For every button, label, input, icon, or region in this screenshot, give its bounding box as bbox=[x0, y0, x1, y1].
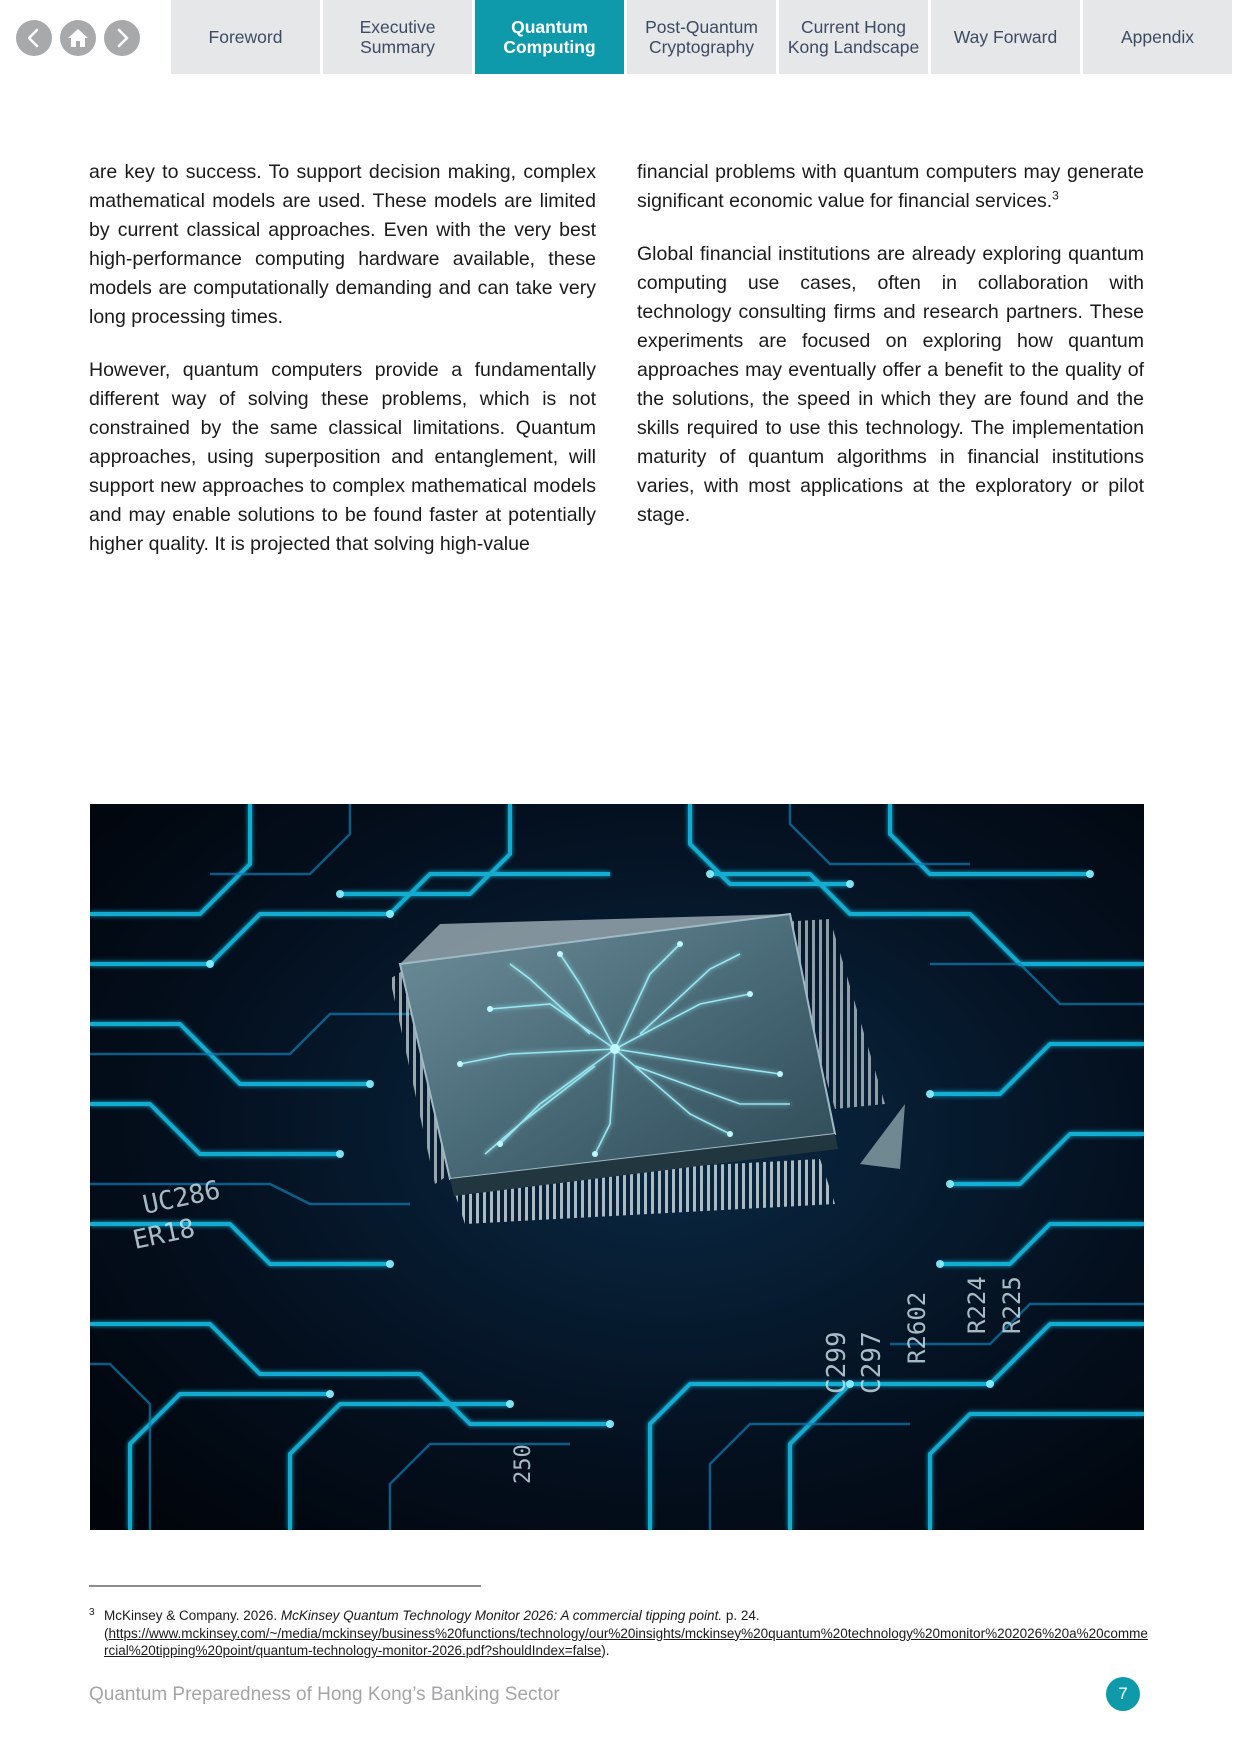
paragraph: Global financial institutions are already exploring quantum computing use cases, often in collaboration with technology consulting firms and research partners. These experiments are focused on exploring how quantum approaches may eventually offer a benefit to the quality of the solutions, the speed in which they are found and the skills required to use this technology. The implementation maturity of quantum algorithms in financial institutions varies, with most applications at the exploratory or pilot stage. bbox=[637, 243, 1144, 526]
tab-way-forward[interactable]: Way Forward bbox=[931, 0, 1080, 74]
chip-label: R2602 bbox=[903, 1291, 931, 1364]
paragraph: are key to success. To support decision making, complex mathematical models are used. These models are limited by current classical approaches. Even with the very best high-performance computing hardware available, these models are computationally demanding and can take very long processing times. bbox=[89, 161, 596, 328]
paragraph-text: financial problems with quantum computers may generate significant economic value for financial services. bbox=[637, 161, 1144, 212]
back-button[interactable] bbox=[16, 20, 52, 56]
home-icon bbox=[66, 26, 90, 50]
tab-appendix[interactable]: Appendix bbox=[1083, 0, 1232, 74]
chip-label: C297 bbox=[857, 1331, 887, 1394]
footnote-close-paren: ). bbox=[601, 1643, 610, 1658]
forward-button[interactable] bbox=[104, 20, 140, 56]
chip-label: C299 bbox=[822, 1331, 852, 1394]
footnote-title: McKinsey Quantum Technology Monitor 2026: A commercial tipping point. bbox=[280, 1608, 723, 1623]
footnote-source: McKinsey & Company. 2026. bbox=[104, 1608, 281, 1623]
home-button[interactable] bbox=[60, 20, 96, 56]
chip-label: R225 bbox=[998, 1276, 1026, 1334]
footer-document-title: Quantum Preparedness of Hong Kong’s Banking Sector bbox=[89, 1684, 560, 1705]
chevron-left-icon bbox=[23, 27, 45, 49]
tab-quantum-computing[interactable]: Quantum Computing bbox=[475, 0, 624, 74]
chip-label: R224 bbox=[963, 1276, 991, 1334]
footnote-link[interactable]: https://www.mckinsey.com/~/media/mckinsey/business%20functions/technology/our%20insights/mckinsey%20quantum%20technology%20monitor%202026%20a%20commercial%20tipping%20point/quantum-technology-monitor-2026.pdf?shouldIndex=false bbox=[104, 1625, 1148, 1658]
circuit-board-image bbox=[90, 804, 1144, 1530]
page-number-badge: 7 bbox=[1106, 1677, 1140, 1711]
footnote-text bbox=[104, 1607, 1149, 1660]
tab-current-hong-kong-landscape[interactable]: Current Hong Kong Landscape bbox=[779, 0, 928, 74]
footnote bbox=[89, 1607, 1149, 1660]
body-column-right bbox=[637, 158, 1144, 554]
nav-buttons bbox=[16, 20, 140, 56]
tab-foreword[interactable]: Foreword bbox=[171, 0, 320, 74]
footnote-open-paren: ( bbox=[104, 1625, 109, 1641]
footnote-divider bbox=[89, 1585, 481, 1587]
chevron-right-icon bbox=[111, 27, 133, 49]
tab-post-quantum-cryptography[interactable]: Post-Quantum Cryptography bbox=[627, 0, 776, 74]
paragraph: However, quantum computers provide a fundamentally different way of solving these problems, which is not constrained by the same classical limitations. Quantum approaches, using superposition and entanglement, will support new approaches to complex mathematical models and may enable solutions to be found faster at potentially higher quality. It is projected that solving high-value bbox=[89, 359, 596, 555]
footnote-number: 3 bbox=[89, 1607, 95, 1618]
footnote-page: p. 24. bbox=[722, 1608, 760, 1623]
body-column-left bbox=[89, 158, 596, 583]
chip-label: ER18 bbox=[130, 1213, 198, 1256]
tab-executive-summary[interactable]: Executive Summary bbox=[323, 0, 472, 74]
paragraph bbox=[637, 158, 1144, 216]
processor-chip-illustration bbox=[90, 804, 1144, 1530]
chip-label: UC286 bbox=[140, 1175, 224, 1221]
footnote-reference[interactable]: 3 bbox=[1052, 188, 1059, 203]
chip-label: 250 bbox=[511, 1444, 536, 1484]
section-tabs bbox=[171, 0, 1232, 74]
